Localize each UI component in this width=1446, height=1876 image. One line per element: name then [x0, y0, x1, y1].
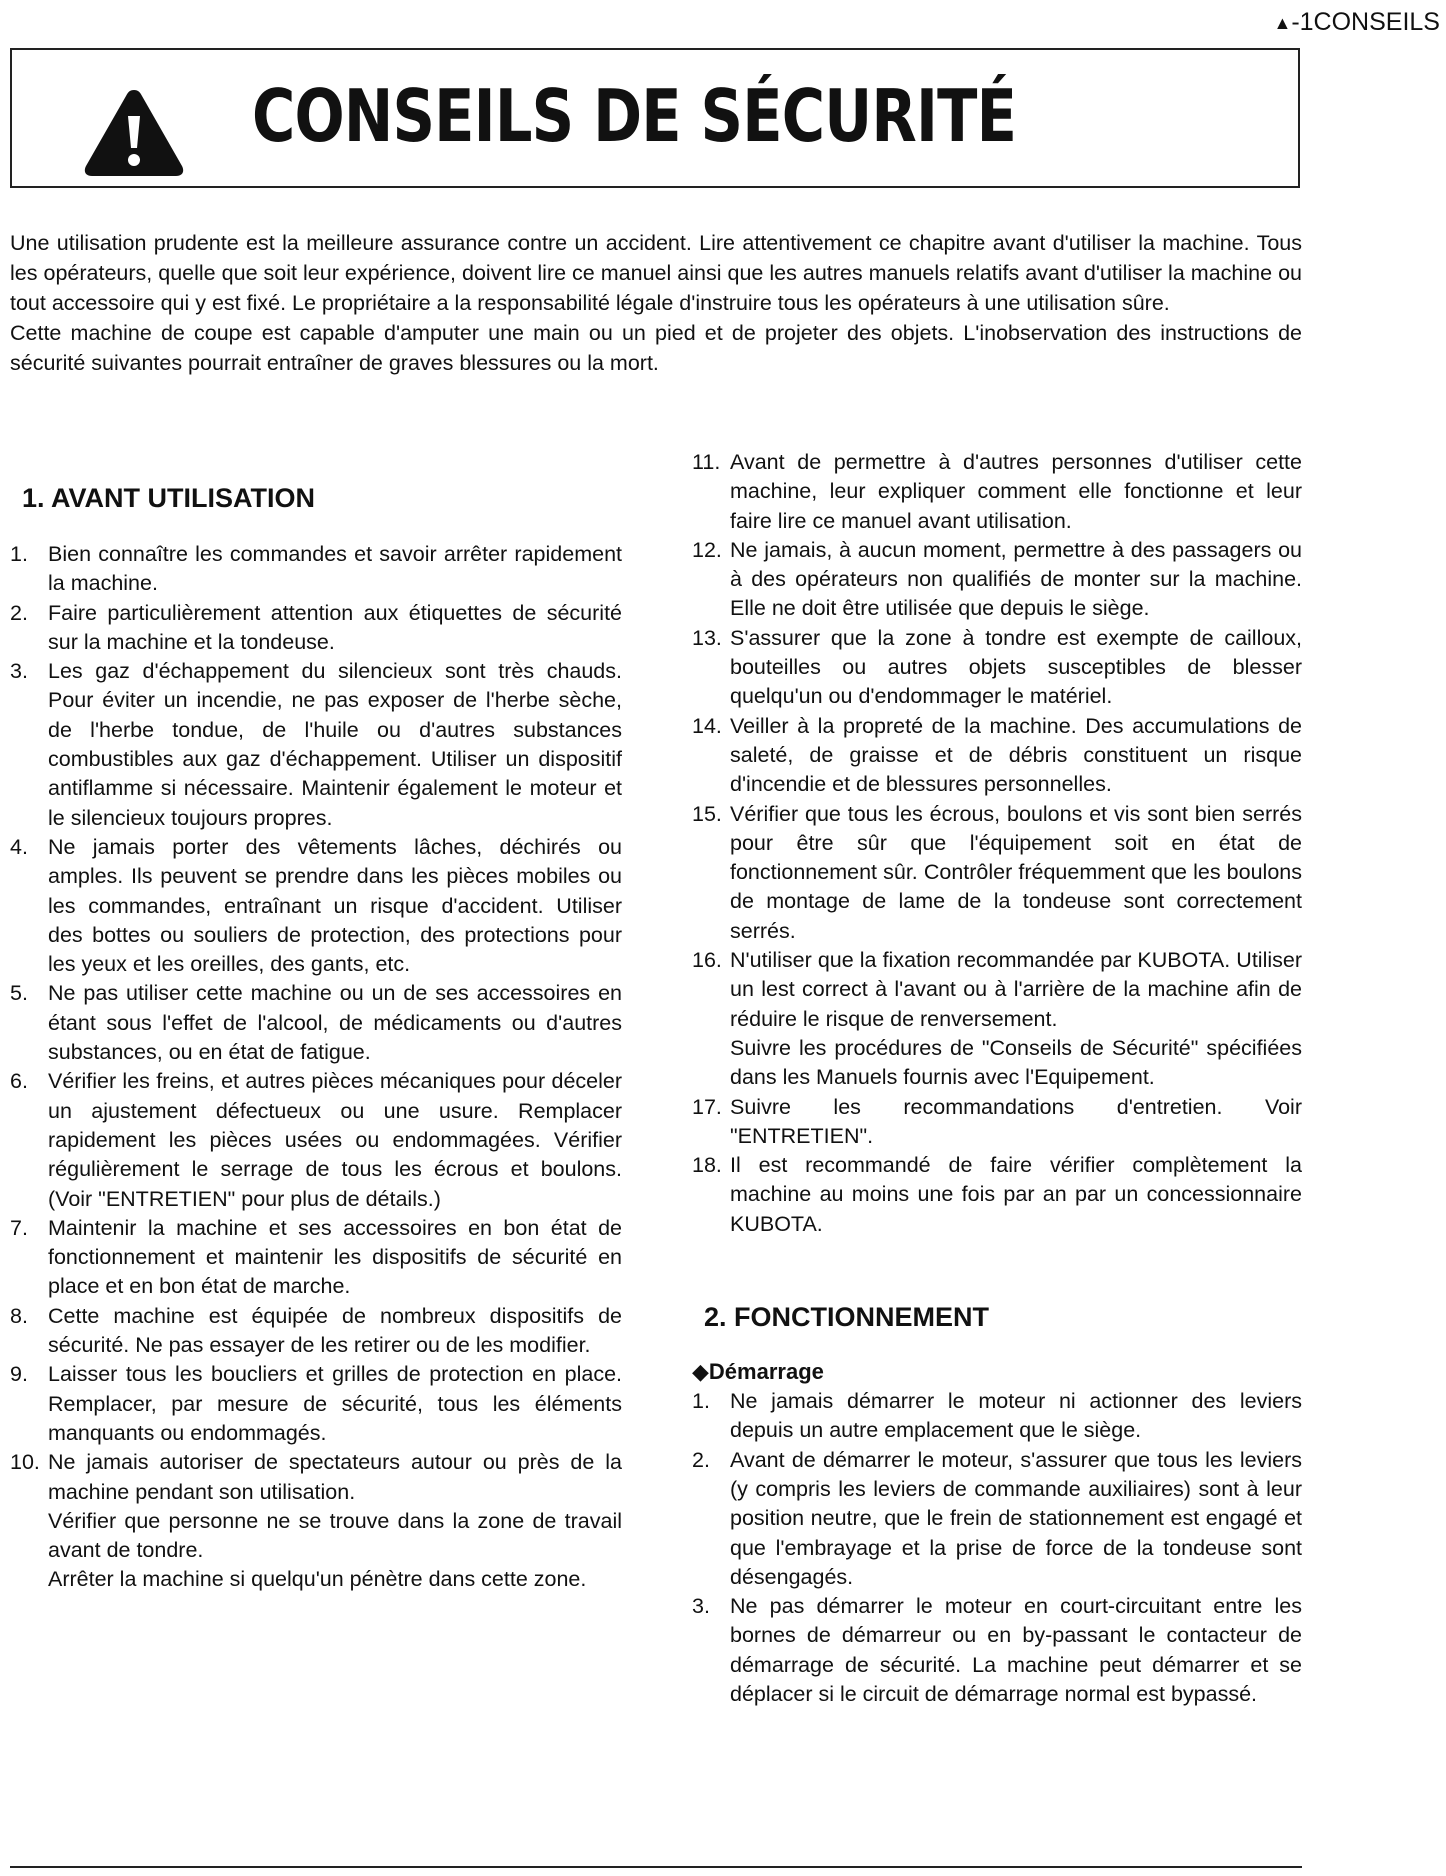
list-item-text: Bien connaître les commandes et savoir arrêter rapidement la machine.: [48, 542, 622, 596]
list-item-text: Il est recommandé de faire vérifier complètement la machine au moins une fois par an par un concessionnaire KUBOTA.: [730, 1153, 1302, 1236]
list-item-number: 13.: [692, 625, 722, 650]
page-reference: [1274, 8, 1441, 37]
list-item-number: 17.: [692, 1094, 722, 1119]
list-item: [692, 1592, 1302, 1709]
list-item: [10, 979, 622, 1067]
footer-rule: [10, 1866, 1302, 1868]
list-item-extra-text: Suivre les procédures de "Conseils de Sécurité" spécifiées dans les Manuels fournis avec l'Equipement.: [730, 1035, 1302, 1090]
list-item-text: Ne pas utiliser cette machine ou un de ses accessoires en étant sous l'effet de l'alcool, de médicaments ou d'autres substances, ou en état de fatigue.: [48, 981, 622, 1065]
list-item-number: 8.: [10, 1303, 28, 1328]
list-item: [692, 800, 1302, 946]
list-item: [692, 712, 1302, 800]
list-item-number: 1.: [692, 1389, 710, 1414]
list-item: [10, 833, 622, 979]
list-item-number: 4.: [10, 834, 28, 859]
intro-text: [10, 228, 1302, 378]
list-item-number: 11.: [692, 450, 721, 474]
list-item: [10, 1360, 622, 1448]
list-item-text: Les gaz d'échappement du silencieux sont très chauds. Pour éviter un incendie, ne pas exposer de l'herbe sèche, de l'herbe tondue, de l'huile ou d'autres substances combustibles aux gaz d'échappement. Utiliser un dispositif antiflamme si nécessaire. Maintenir également le moteur et le silencieux toujours propres.: [48, 659, 622, 830]
warning-triangle-icon: [82, 86, 186, 178]
list-item: [692, 536, 1302, 624]
intro-paragraph: Cette machine de coupe est capable d'amputer une main ou un pied et de projeter des objets. L'inobservation des instructions de sécurité suivantes pourrait entraîner de graves blessures ou la mort.: [10, 321, 1302, 375]
list-item-number: 6.: [10, 1069, 28, 1094]
list-item-number: 14.: [692, 713, 722, 738]
list-item-number: 15.: [692, 801, 722, 826]
intro-paragraph: Une utilisation prudente est la meilleure assurance contre un accident. Lire attentivement ce chapitre avant d'utiliser la machine. Tous les opérateurs, quelle que soit leur expérience, doivent lire ce manuel ainsi que les autres manuels relatifs avant d'utiliser la machine ou tout accessoire qui y est fixé. Le propriétaire a la responsabilité légale d'instruire tous les opérateurs à une utilisation sûre.: [10, 231, 1302, 315]
list-item: [10, 1302, 622, 1361]
list-item: [10, 599, 622, 658]
list-item: [692, 1387, 1302, 1446]
list-item-extra-text: Vérifier que personne ne se trouve dans la zone de travail avant de tondre.: [48, 1508, 622, 1563]
list-item: [10, 540, 622, 599]
list-item-number: 12.: [692, 537, 722, 562]
list-item-number: 2.: [692, 1447, 710, 1472]
list-item: [692, 448, 1302, 536]
list-item-text: N'utiliser que la fixation recommandée par KUBOTA. Utiliser un lest correct à l'avant ou à l'arrière de la machine afin de réduire le risque de renversement.: [730, 948, 1302, 1031]
warning-triangle-small-icon: ▲: [1273, 13, 1292, 33]
safety-list: [692, 448, 1302, 1239]
list-item-text: Suivre les recommandations d'entretien. Voir "ENTRETIEN".: [730, 1094, 1302, 1148]
list-item-text: Laisser tous les boucliers et grilles de protection en place. Remplacer, par mesure de sécurité, tous les éléments manquants ou endommagés.: [48, 1362, 622, 1445]
list-item-number: 3.: [10, 659, 28, 684]
right-column: [692, 448, 1302, 1709]
list-item: [692, 624, 1302, 712]
list-item-text: Avant de démarrer le moteur, s'assurer que tous les leviers (y compris les leviers de commande auxiliaires) sont à leur position neutre, que le frein de stationnement est engagé et que l'embrayage et la prise de force de la tondeuse sont désengagés.: [730, 1447, 1302, 1589]
list-item-text: Cette machine est équipée de nombreux dispositifs de sécurité. Ne pas essayer de les retirer ou de les modifier.: [48, 1303, 622, 1358]
list-item-text: Vérifier les freins, et autres pièces mécaniques pour déceler un ajustement défectueux ou une usure. Remplacer rapidement les pièces usées ou endommagées. Vérifier régulièrement le serrage de tous les écrous et boulons. (Voir "ENTRETIEN" pour plus de détails.): [48, 1069, 622, 1211]
list-item: [692, 1446, 1302, 1592]
list-item: [10, 657, 622, 833]
list-item-text: Ne jamais démarrer le moteur ni actionner des leviers depuis un autre emplacement que le siège.: [730, 1389, 1302, 1443]
list-item-text: Veiller à la propreté de la machine. Des accumulations de saleté, de graisse et de débris constituent un risque d'incendie et de blessures personnelles.: [730, 713, 1302, 797]
list-item: [692, 946, 1302, 1092]
list-item: [10, 1448, 622, 1594]
title-banner: [10, 48, 1300, 188]
list-item: [10, 1214, 622, 1302]
list-item-text: S'assurer que la zone à tondre est exempte de cailloux, bouteilles ou autres objets susceptibles de blesser quelqu'un ou d'endommager le matériel.: [730, 625, 1302, 709]
section-heading: 1. AVANT UTILISATION: [22, 483, 315, 513]
subsection-heading: ◆Démarrage: [692, 1359, 824, 1385]
list-item-text: Avant de permettre à d'autres personnes d'utiliser cette machine, leur expliquer comment elle fonctionne et leur faire lire ce manuel avant utilisation.: [730, 450, 1302, 533]
list-item-number: 18.: [692, 1153, 722, 1178]
section-heading: 2. FONCTIONNEMENT: [704, 1302, 990, 1333]
list-item-number: 16.: [692, 948, 722, 973]
safety-list: [692, 1387, 1302, 1709]
list-item-number: 9.: [10, 1362, 28, 1387]
list-item: [10, 1067, 622, 1213]
left-column: [10, 472, 622, 1595]
list-item-number: 7.: [10, 1215, 28, 1240]
list-item-text: Vérifier que tous les écrous, boulons et vis sont bien serrés pour être sûr que l'équipement soit en état de fonctionnement sûr. Contrôler fréquemment que les boulons de montage de lame de la tondeuse sont correctement serrés.: [730, 801, 1302, 943]
list-item-text: Ne jamais porter des vêtements lâches, déchirés ou amples. Ils peuvent se prendre dans les pièces mobiles ou les commandes, entraînant un risque d'accident. Utiliser des bottes ou souliers de protection, des protections pour les yeux et les oreilles, des gants, etc.: [48, 834, 622, 977]
list-item-text: Faire particulièrement attention aux étiquettes de sécurité sur la machine et la tondeuse.: [48, 600, 622, 654]
page-title: CONSEILS DE SÉCURITÉ: [252, 74, 1017, 158]
list-item: [692, 1093, 1302, 1152]
list-item-extra-text: Arrêter la machine si quelqu'un pénètre dans cette zone.: [48, 1567, 587, 1592]
list-item-number: 3.: [692, 1594, 710, 1619]
list-item-number: 10.: [10, 1450, 40, 1475]
list-item-text: Ne pas démarrer le moteur en court-circuitant entre les bornes de démarreur ou en by-passant le contacteur de démarrage de sécurité. La machine peut démarrer et se déplacer si le circuit de démarrage normal est bypassé.: [730, 1594, 1302, 1706]
list-item-text: Ne jamais, à aucun moment, permettre à des passagers ou à des opérateurs non qualifiés de monter sur la machine. Elle ne doit être utilisée que depuis le siège.: [730, 537, 1302, 621]
list-item-text: Maintenir la machine et ses accessoires en bon état de fonctionnement et maintenir les dispositifs de sécurité en place et en bon état de marche.: [48, 1215, 622, 1299]
list-item-number: 1.: [10, 542, 28, 566]
list-item-text: Ne jamais autoriser de spectateurs autour ou près de la machine pendant son utilisation.: [48, 1450, 622, 1504]
list-item-number: 2.: [10, 600, 28, 625]
list-item-number: 5.: [10, 981, 28, 1006]
safety-list: [10, 540, 622, 1595]
page-reference-text: -1CONSEILS: [1291, 8, 1440, 36]
list-item: [692, 1151, 1302, 1239]
